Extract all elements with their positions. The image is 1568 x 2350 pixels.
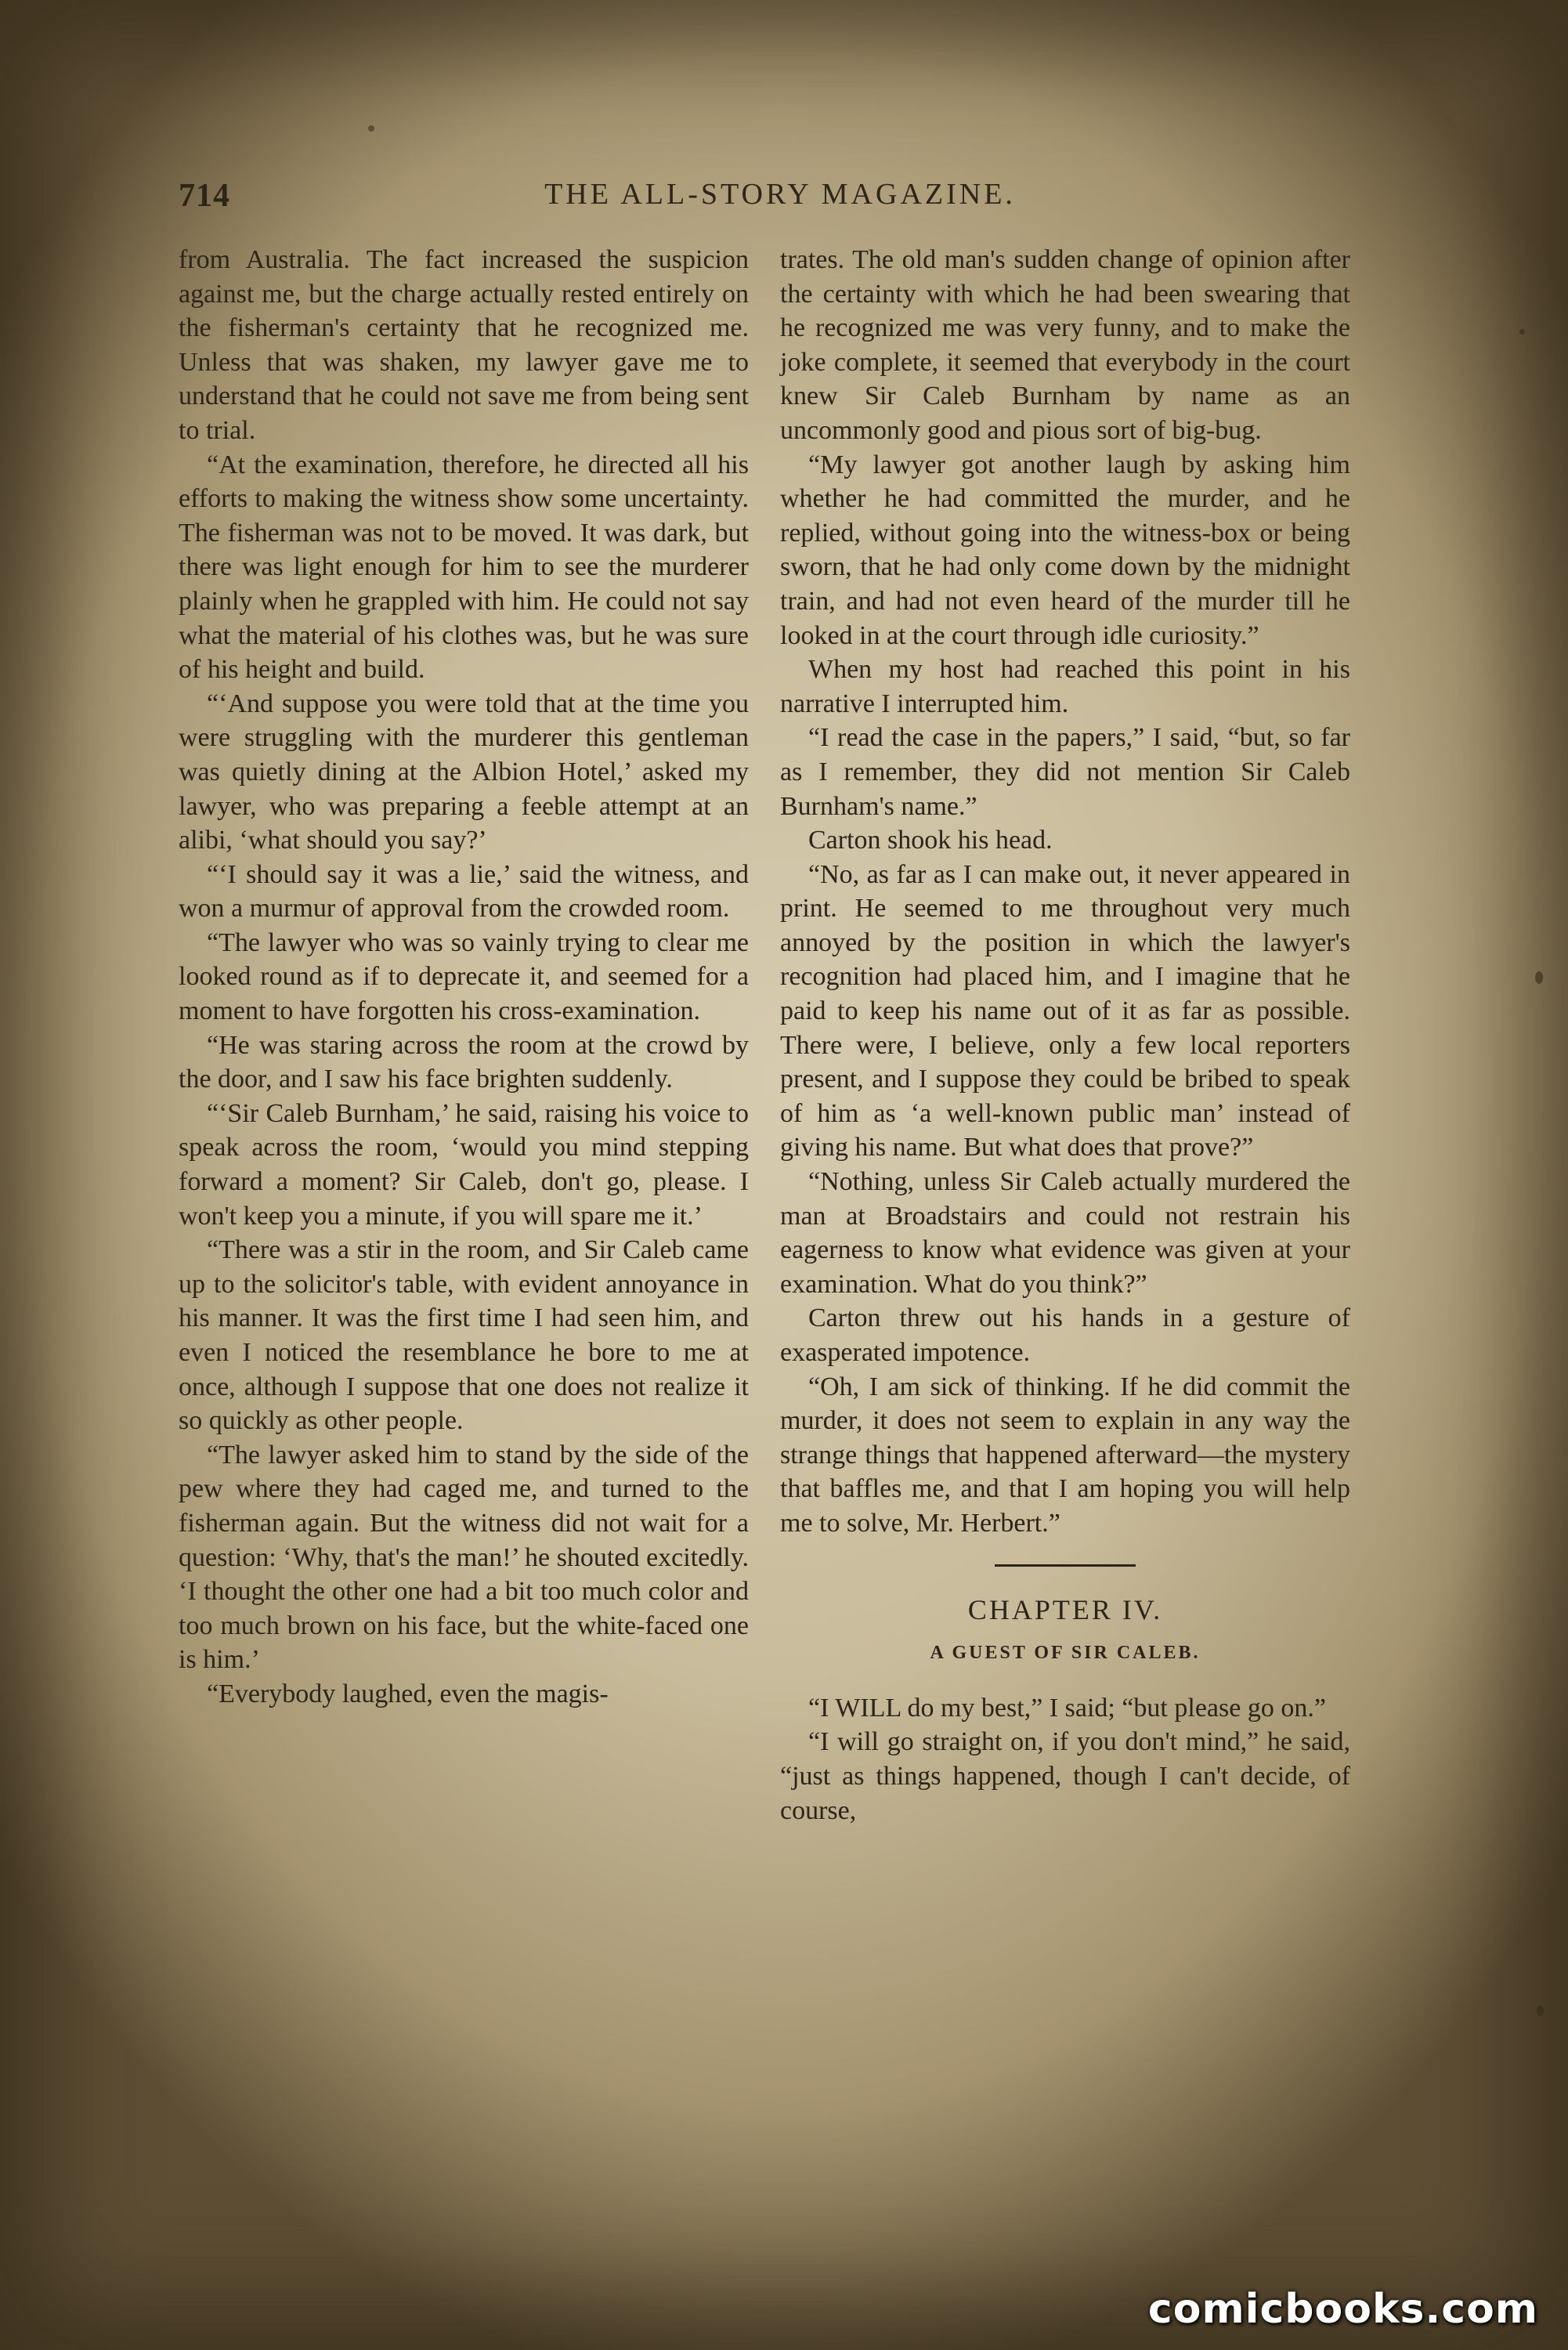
running-header	[179, 171, 1382, 218]
paragraph: Carton shook his head.	[808, 826, 1053, 855]
paper-speck	[368, 125, 374, 132]
paragraph: “I read the case in the papers,” I said, “but, so far as I remember, they did not mention Sir Caleb Burnham's name.”	[780, 723, 1350, 821]
right-text-column	[780, 243, 1350, 1828]
paper-speck	[1537, 2005, 1544, 2016]
paragraph: “‘And suppose you were told that at the time you were struggling with the murderer this gentleman was quietly dining at the Albion Hotel,’ asked my lawyer, who was preparing a feeble attempt at an alibi, ‘what should you say?’	[179, 689, 749, 855]
running-title: THE ALL-STORY MAGAZINE.	[544, 178, 1016, 211]
paragraph: “‘I should say it was a lie,’ said the witness, and won a murmur of approval from the crowded room.	[179, 859, 749, 924]
paper-speck	[1519, 329, 1525, 334]
paragraph: from Australia. The fact increased the suspicion against me, but the charge actually rested entirely on the fisherman's certainty that he recognized me. Unless that was shaken, my lawyer gave me to understand that he could not save me from being sent to trial.	[179, 245, 749, 445]
paragraph: Carton threw out his hands in a gesture of exasperated impotence.	[780, 1303, 1350, 1367]
page-number: 714	[179, 178, 230, 214]
paragraph: “Everybody laughed, even the magis-	[207, 1679, 609, 1708]
chapter-heading: CHAPTER IV.	[967, 1593, 1163, 1625]
paragraph: “There was a stir in the room, and Sir Caleb came up to the solicitor's table, with evident annoyance in his manner. It was the first time I had seen him, and even I noticed the resemblance he bore to me at once, although I suppose that one does not realize it so quickly as other people.	[179, 1235, 749, 1436]
paragraph: “The lawyer who was so vainly trying to clear me looked round as if to deprecate it, and seemed for a moment to have forgotten his cross-examination.	[179, 927, 749, 1026]
paragraph: “I will go straight on, if you don't mind,” he said, “just as things happened, though I can't decide, of course,	[780, 1727, 1350, 1825]
chapter-subtitle: A GUEST OF SIR CALEB.	[930, 1643, 1201, 1664]
paragraph: trates. The old man's sudden change of opinion after the certainty with which he had been swearing that he recognized me was very funny, and to make the joke complete, it seemed that everybody in the court knew Sir Caleb Burnham by name as an uncommonly good and pious sort of big-bug.	[780, 245, 1350, 445]
paragraph: “The lawyer asked him to stand by the side of the pew where they had caged me, and turned to the fisherman again. But the witness did not wait for a question: ‘Why, that's the man!’ he shouted excitedly. ‘I thought the other one had a bit too much color and too much brown on his face, but the white-faced one is him.’	[179, 1440, 749, 1675]
section-divider-rule	[995, 1564, 1136, 1567]
paragraph: “No, as far as I can make out, it never appeared in print. He seemed to me throughout very much annoyed by the position in which the lawyer's recognition had placed him, and I imagine that he paid to keep his name out of it as far as possible. There were, I believe, only a few local reporters present, and I suppose they could be bribed to speak of him as ‘a well-known public man’ instead of giving his name. But what does that prove?”	[780, 859, 1350, 1162]
paragraph: “At the examination, therefore, he directed all his efforts to making the witness show some uncertainty. The fisherman was not to be moved. It was dark, but there was light enough for him to see the murderer plainly when he grappled with him. He could not say what the material of his clothes was, but he was sure of his height and build.	[179, 450, 749, 685]
paper-speck	[1535, 971, 1543, 984]
paragraph: “I WILL do my best,” I said; “but please go on.”	[808, 1693, 1326, 1723]
paragraph: “Nothing, unless Sir Caleb actually murdered the man at Broadstairs and could not restrain his eagerness to know what evidence was given at your examination. What do you think?”	[780, 1167, 1350, 1299]
left-text-column	[179, 243, 749, 1712]
paragraph: “He was staring across the room at the crowd by the door, and I saw his face brighten suddenly.	[179, 1030, 749, 1094]
paragraph: “Oh, I am sick of thinking. If he did commit the murder, it does not seem to explain in any way the strange things that happened afterward—the mystery that baffles me, and that I am hoping you will help me to solve, Mr. Herbert.”	[780, 1372, 1350, 1538]
paragraph: When my host had reached this point in his narrative I interrupted him.	[780, 655, 1350, 718]
paragraph: “‘Sir Caleb Burnham,’ he said, raising his voice to speak across the room, ‘would you mind stepping forward a moment? Sir Caleb, don't go, please. I won't keep you a minute, if you will spare me it.’	[179, 1098, 749, 1231]
paragraph: “My lawyer got another laugh by asking him whether he had committed the murder, and he replied, without going into the witness-box or being sworn, that he had only come down by the midnight train, and had not even heard of the murder till he looked in at the court through idle curiosity.”	[780, 450, 1350, 650]
site-watermark: comicbooks.com	[1147, 2286, 1538, 2333]
